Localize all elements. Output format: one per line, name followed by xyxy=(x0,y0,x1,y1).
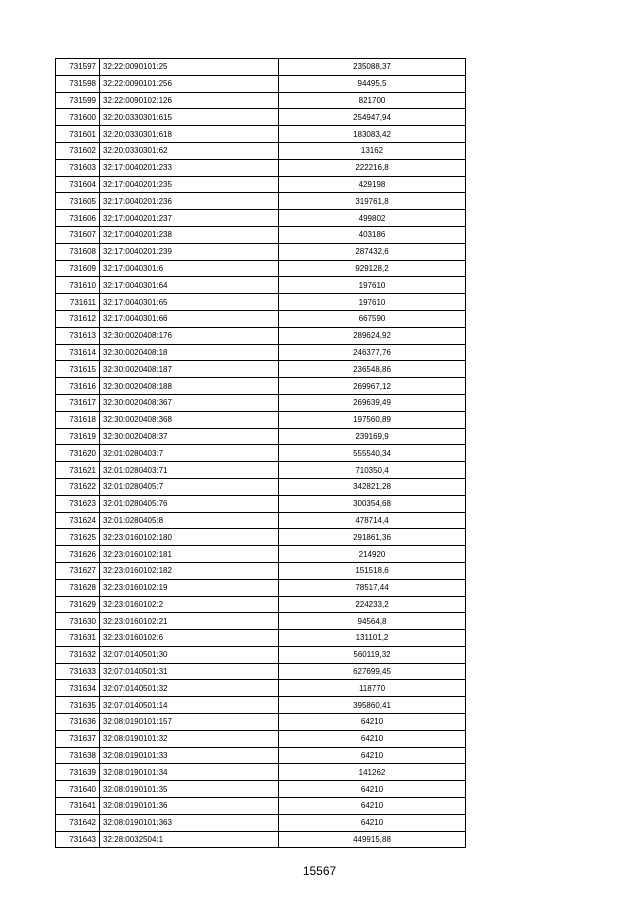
table-row xyxy=(56,579,466,596)
row-id-cell: 731617 xyxy=(56,394,100,411)
row-id-cell: 731623 xyxy=(56,495,100,512)
value-cell: 929128,2 xyxy=(279,260,466,277)
value-cell: 239169,9 xyxy=(279,428,466,445)
table-row xyxy=(56,730,466,747)
value-cell: 94495,5 xyxy=(279,75,466,92)
cadastral-number-cell: 32:17:0040301:64 xyxy=(100,277,279,294)
cadastral-number-cell: 32:17:0040301:6 xyxy=(100,260,279,277)
row-id-cell: 731619 xyxy=(56,428,100,445)
row-id-cell: 731605 xyxy=(56,193,100,210)
cadastral-number-cell: 32:01:0280405:76 xyxy=(100,495,279,512)
table-row xyxy=(56,210,466,227)
row-id-cell: 731615 xyxy=(56,361,100,378)
cadastral-number-cell: 32:17:0040201:239 xyxy=(100,243,279,260)
row-id-cell: 731641 xyxy=(56,798,100,815)
cadastral-number-cell: 32:20:0330301:62 xyxy=(100,142,279,159)
cadastral-number-cell: 32:22:0090102:126 xyxy=(100,92,279,109)
row-id-cell: 731636 xyxy=(56,714,100,731)
table-row xyxy=(56,747,466,764)
row-id-cell: 731635 xyxy=(56,697,100,714)
value-cell: 222216,8 xyxy=(279,159,466,176)
value-cell: 197610 xyxy=(279,294,466,311)
table-row xyxy=(56,92,466,109)
table-row xyxy=(56,75,466,92)
cadastral-number-cell: 32:01:0280403:7 xyxy=(100,445,279,462)
value-cell: 289624,92 xyxy=(279,327,466,344)
cadastral-number-cell: 32:30:0020408:176 xyxy=(100,327,279,344)
table-row xyxy=(56,445,466,462)
value-cell: 246377,76 xyxy=(279,344,466,361)
cadastral-number-cell: 32:23:0160102:19 xyxy=(100,579,279,596)
value-cell: 342821,28 xyxy=(279,478,466,495)
cadastral-number-cell: 32:17:0040201:233 xyxy=(100,159,279,176)
row-id-cell: 731602 xyxy=(56,142,100,159)
cadastral-number-cell: 32:23:0160102:180 xyxy=(100,529,279,546)
row-id-cell: 731600 xyxy=(56,109,100,126)
cadastral-number-cell: 32:17:0040301:65 xyxy=(100,294,279,311)
row-id-cell: 731640 xyxy=(56,781,100,798)
row-id-cell: 731620 xyxy=(56,445,100,462)
cadastral-number-cell: 32:23:0160102:2 xyxy=(100,596,279,613)
table-row xyxy=(56,226,466,243)
row-id-cell: 731598 xyxy=(56,75,100,92)
value-cell: 269639,49 xyxy=(279,394,466,411)
value-cell: 254947,94 xyxy=(279,109,466,126)
table-row xyxy=(56,495,466,512)
row-id-cell: 731612 xyxy=(56,310,100,327)
row-id-cell: 731625 xyxy=(56,529,100,546)
table-row xyxy=(56,243,466,260)
row-id-cell: 731616 xyxy=(56,378,100,395)
value-cell: 627699,45 xyxy=(279,663,466,680)
row-id-cell: 731622 xyxy=(56,478,100,495)
value-cell: 235088,37 xyxy=(279,59,466,76)
table-row xyxy=(56,462,466,479)
row-id-cell: 731599 xyxy=(56,92,100,109)
value-cell: 64210 xyxy=(279,747,466,764)
value-cell: 319761,8 xyxy=(279,193,466,210)
row-id-cell: 731642 xyxy=(56,814,100,831)
cadastral-number-cell: 32:17:0040201:235 xyxy=(100,176,279,193)
table-row xyxy=(56,831,466,848)
cadastral-number-cell: 32:30:0020408:18 xyxy=(100,344,279,361)
row-id-cell: 731601 xyxy=(56,126,100,143)
cadastral-number-cell: 32:01:0280405:7 xyxy=(100,478,279,495)
cadastral-number-cell: 32:08:0190101:35 xyxy=(100,781,279,798)
value-cell: 64210 xyxy=(279,814,466,831)
value-cell: 403186 xyxy=(279,226,466,243)
value-cell: 555540,34 xyxy=(279,445,466,462)
value-cell: 78517,44 xyxy=(279,579,466,596)
table-row xyxy=(56,126,466,143)
row-id-cell: 731643 xyxy=(56,831,100,848)
value-cell: 64210 xyxy=(279,798,466,815)
table-row xyxy=(56,394,466,411)
cadastral-number-cell: 32:30:0020408:37 xyxy=(100,428,279,445)
value-cell: 197560,89 xyxy=(279,411,466,428)
value-cell: 13162 xyxy=(279,142,466,159)
table-row xyxy=(56,478,466,495)
row-id-cell: 731637 xyxy=(56,730,100,747)
table-row xyxy=(56,294,466,311)
cadastral-number-cell: 32:20:0330301:618 xyxy=(100,126,279,143)
table-row xyxy=(56,142,466,159)
table-row xyxy=(56,814,466,831)
value-cell: 131101,2 xyxy=(279,630,466,647)
value-cell: 214920 xyxy=(279,546,466,563)
cadastral-number-cell: 32:08:0190101:36 xyxy=(100,798,279,815)
value-cell: 821700 xyxy=(279,92,466,109)
value-cell: 287432,6 xyxy=(279,243,466,260)
table-row xyxy=(56,361,466,378)
cadastral-number-cell: 32:17:0040201:236 xyxy=(100,193,279,210)
table-row xyxy=(56,562,466,579)
table-row xyxy=(56,630,466,647)
cadastral-number-cell: 32:01:0280403:71 xyxy=(100,462,279,479)
row-id-cell: 731638 xyxy=(56,747,100,764)
value-cell: 269967,12 xyxy=(279,378,466,395)
table-row xyxy=(56,798,466,815)
cadastral-number-cell: 32:23:0160102:181 xyxy=(100,546,279,563)
table-row xyxy=(56,428,466,445)
table-row xyxy=(56,277,466,294)
value-cell: 499802 xyxy=(279,210,466,227)
cadastral-number-cell: 32:22:0090101:256 xyxy=(100,75,279,92)
value-cell: 224233,2 xyxy=(279,596,466,613)
row-id-cell: 731639 xyxy=(56,764,100,781)
cadastral-number-cell: 32:17:0040201:237 xyxy=(100,210,279,227)
row-id-cell: 731634 xyxy=(56,680,100,697)
table-row xyxy=(56,344,466,361)
page-number: 15567 xyxy=(302,864,337,878)
cadastral-number-cell: 32:01:0280405:8 xyxy=(100,512,279,529)
row-id-cell: 731611 xyxy=(56,294,100,311)
row-id-cell: 731624 xyxy=(56,512,100,529)
value-cell: 395860,41 xyxy=(279,697,466,714)
table-row xyxy=(56,781,466,798)
value-cell: 560119,32 xyxy=(279,646,466,663)
table-row xyxy=(56,378,466,395)
value-cell: 478714,4 xyxy=(279,512,466,529)
row-id-cell: 731604 xyxy=(56,176,100,193)
cadastral-number-cell: 32:17:0040201:238 xyxy=(100,226,279,243)
cadastral-number-cell: 32:30:0020408:367 xyxy=(100,394,279,411)
cadastral-number-cell: 32:08:0190101:34 xyxy=(100,764,279,781)
row-id-cell: 731603 xyxy=(56,159,100,176)
cadastral-value-table xyxy=(55,58,466,848)
cadastral-number-cell: 32:08:0190101:32 xyxy=(100,730,279,747)
table-row xyxy=(56,546,466,563)
table-row xyxy=(56,680,466,697)
row-id-cell: 731633 xyxy=(56,663,100,680)
cadastral-number-cell: 32:07:0140501:30 xyxy=(100,646,279,663)
row-id-cell: 731631 xyxy=(56,630,100,647)
value-cell: 236548,86 xyxy=(279,361,466,378)
table-row xyxy=(56,193,466,210)
table-row xyxy=(56,59,466,76)
value-cell: 183083,42 xyxy=(279,126,466,143)
table-row xyxy=(56,646,466,663)
row-id-cell: 731607 xyxy=(56,226,100,243)
cadastral-number-cell: 32:08:0190101:33 xyxy=(100,747,279,764)
cadastral-number-cell: 32:22:0090101:25 xyxy=(100,59,279,76)
table-row xyxy=(56,764,466,781)
value-cell: 710350,4 xyxy=(279,462,466,479)
table-row xyxy=(56,310,466,327)
cadastral-number-cell: 32:08:0190101:363 xyxy=(100,814,279,831)
row-id-cell: 731597 xyxy=(56,59,100,76)
table-row xyxy=(56,512,466,529)
value-cell: 64210 xyxy=(279,714,466,731)
document-sheet xyxy=(55,58,466,848)
cadastral-number-cell: 32:30:0020408:368 xyxy=(100,411,279,428)
value-cell: 197610 xyxy=(279,277,466,294)
cadastral-number-cell: 32:30:0020408:187 xyxy=(100,361,279,378)
cadastral-number-cell: 32:30:0020408:188 xyxy=(100,378,279,395)
cadastral-number-cell: 32:08:0190101:157 xyxy=(100,714,279,731)
cadastral-number-cell: 32:23:0160102:182 xyxy=(100,562,279,579)
value-cell: 64210 xyxy=(279,730,466,747)
table-row xyxy=(56,663,466,680)
row-id-cell: 731628 xyxy=(56,579,100,596)
cadastral-number-cell: 32:23:0160102:6 xyxy=(100,630,279,647)
row-id-cell: 731609 xyxy=(56,260,100,277)
row-id-cell: 731629 xyxy=(56,596,100,613)
table-row xyxy=(56,411,466,428)
row-id-cell: 731627 xyxy=(56,562,100,579)
cadastral-number-cell: 32:07:0140501:14 xyxy=(100,697,279,714)
table-row xyxy=(56,697,466,714)
cadastral-number-cell: 32:07:0140501:32 xyxy=(100,680,279,697)
cadastral-number-cell: 32:20:0330301:615 xyxy=(100,109,279,126)
value-cell: 64210 xyxy=(279,781,466,798)
value-cell: 300354,68 xyxy=(279,495,466,512)
table-row xyxy=(56,176,466,193)
row-id-cell: 731614 xyxy=(56,344,100,361)
table-row xyxy=(56,529,466,546)
table-row xyxy=(56,159,466,176)
value-cell: 667590 xyxy=(279,310,466,327)
value-cell: 94564,8 xyxy=(279,613,466,630)
row-id-cell: 731610 xyxy=(56,277,100,294)
table-row xyxy=(56,260,466,277)
cadastral-number-cell: 32:23:0160102:21 xyxy=(100,613,279,630)
value-cell: 141262 xyxy=(279,764,466,781)
table-row xyxy=(56,109,466,126)
value-cell: 291861,36 xyxy=(279,529,466,546)
table-row xyxy=(56,596,466,613)
row-id-cell: 731606 xyxy=(56,210,100,227)
row-id-cell: 731621 xyxy=(56,462,100,479)
row-id-cell: 731626 xyxy=(56,546,100,563)
table-body xyxy=(56,59,466,848)
row-id-cell: 731630 xyxy=(56,613,100,630)
value-cell: 118770 xyxy=(279,680,466,697)
table-row xyxy=(56,327,466,344)
cadastral-number-cell: 32:17:0040301:66 xyxy=(100,310,279,327)
value-cell: 151518,6 xyxy=(279,562,466,579)
value-cell: 429198 xyxy=(279,176,466,193)
cadastral-number-cell: 32:28:0032504:1 xyxy=(100,831,279,848)
value-cell: 449915,88 xyxy=(279,831,466,848)
row-id-cell: 731608 xyxy=(56,243,100,260)
table-row xyxy=(56,613,466,630)
row-id-cell: 731613 xyxy=(56,327,100,344)
cadastral-number-cell: 32:07:0140501:31 xyxy=(100,663,279,680)
table-row xyxy=(56,714,466,731)
row-id-cell: 731632 xyxy=(56,646,100,663)
row-id-cell: 731618 xyxy=(56,411,100,428)
